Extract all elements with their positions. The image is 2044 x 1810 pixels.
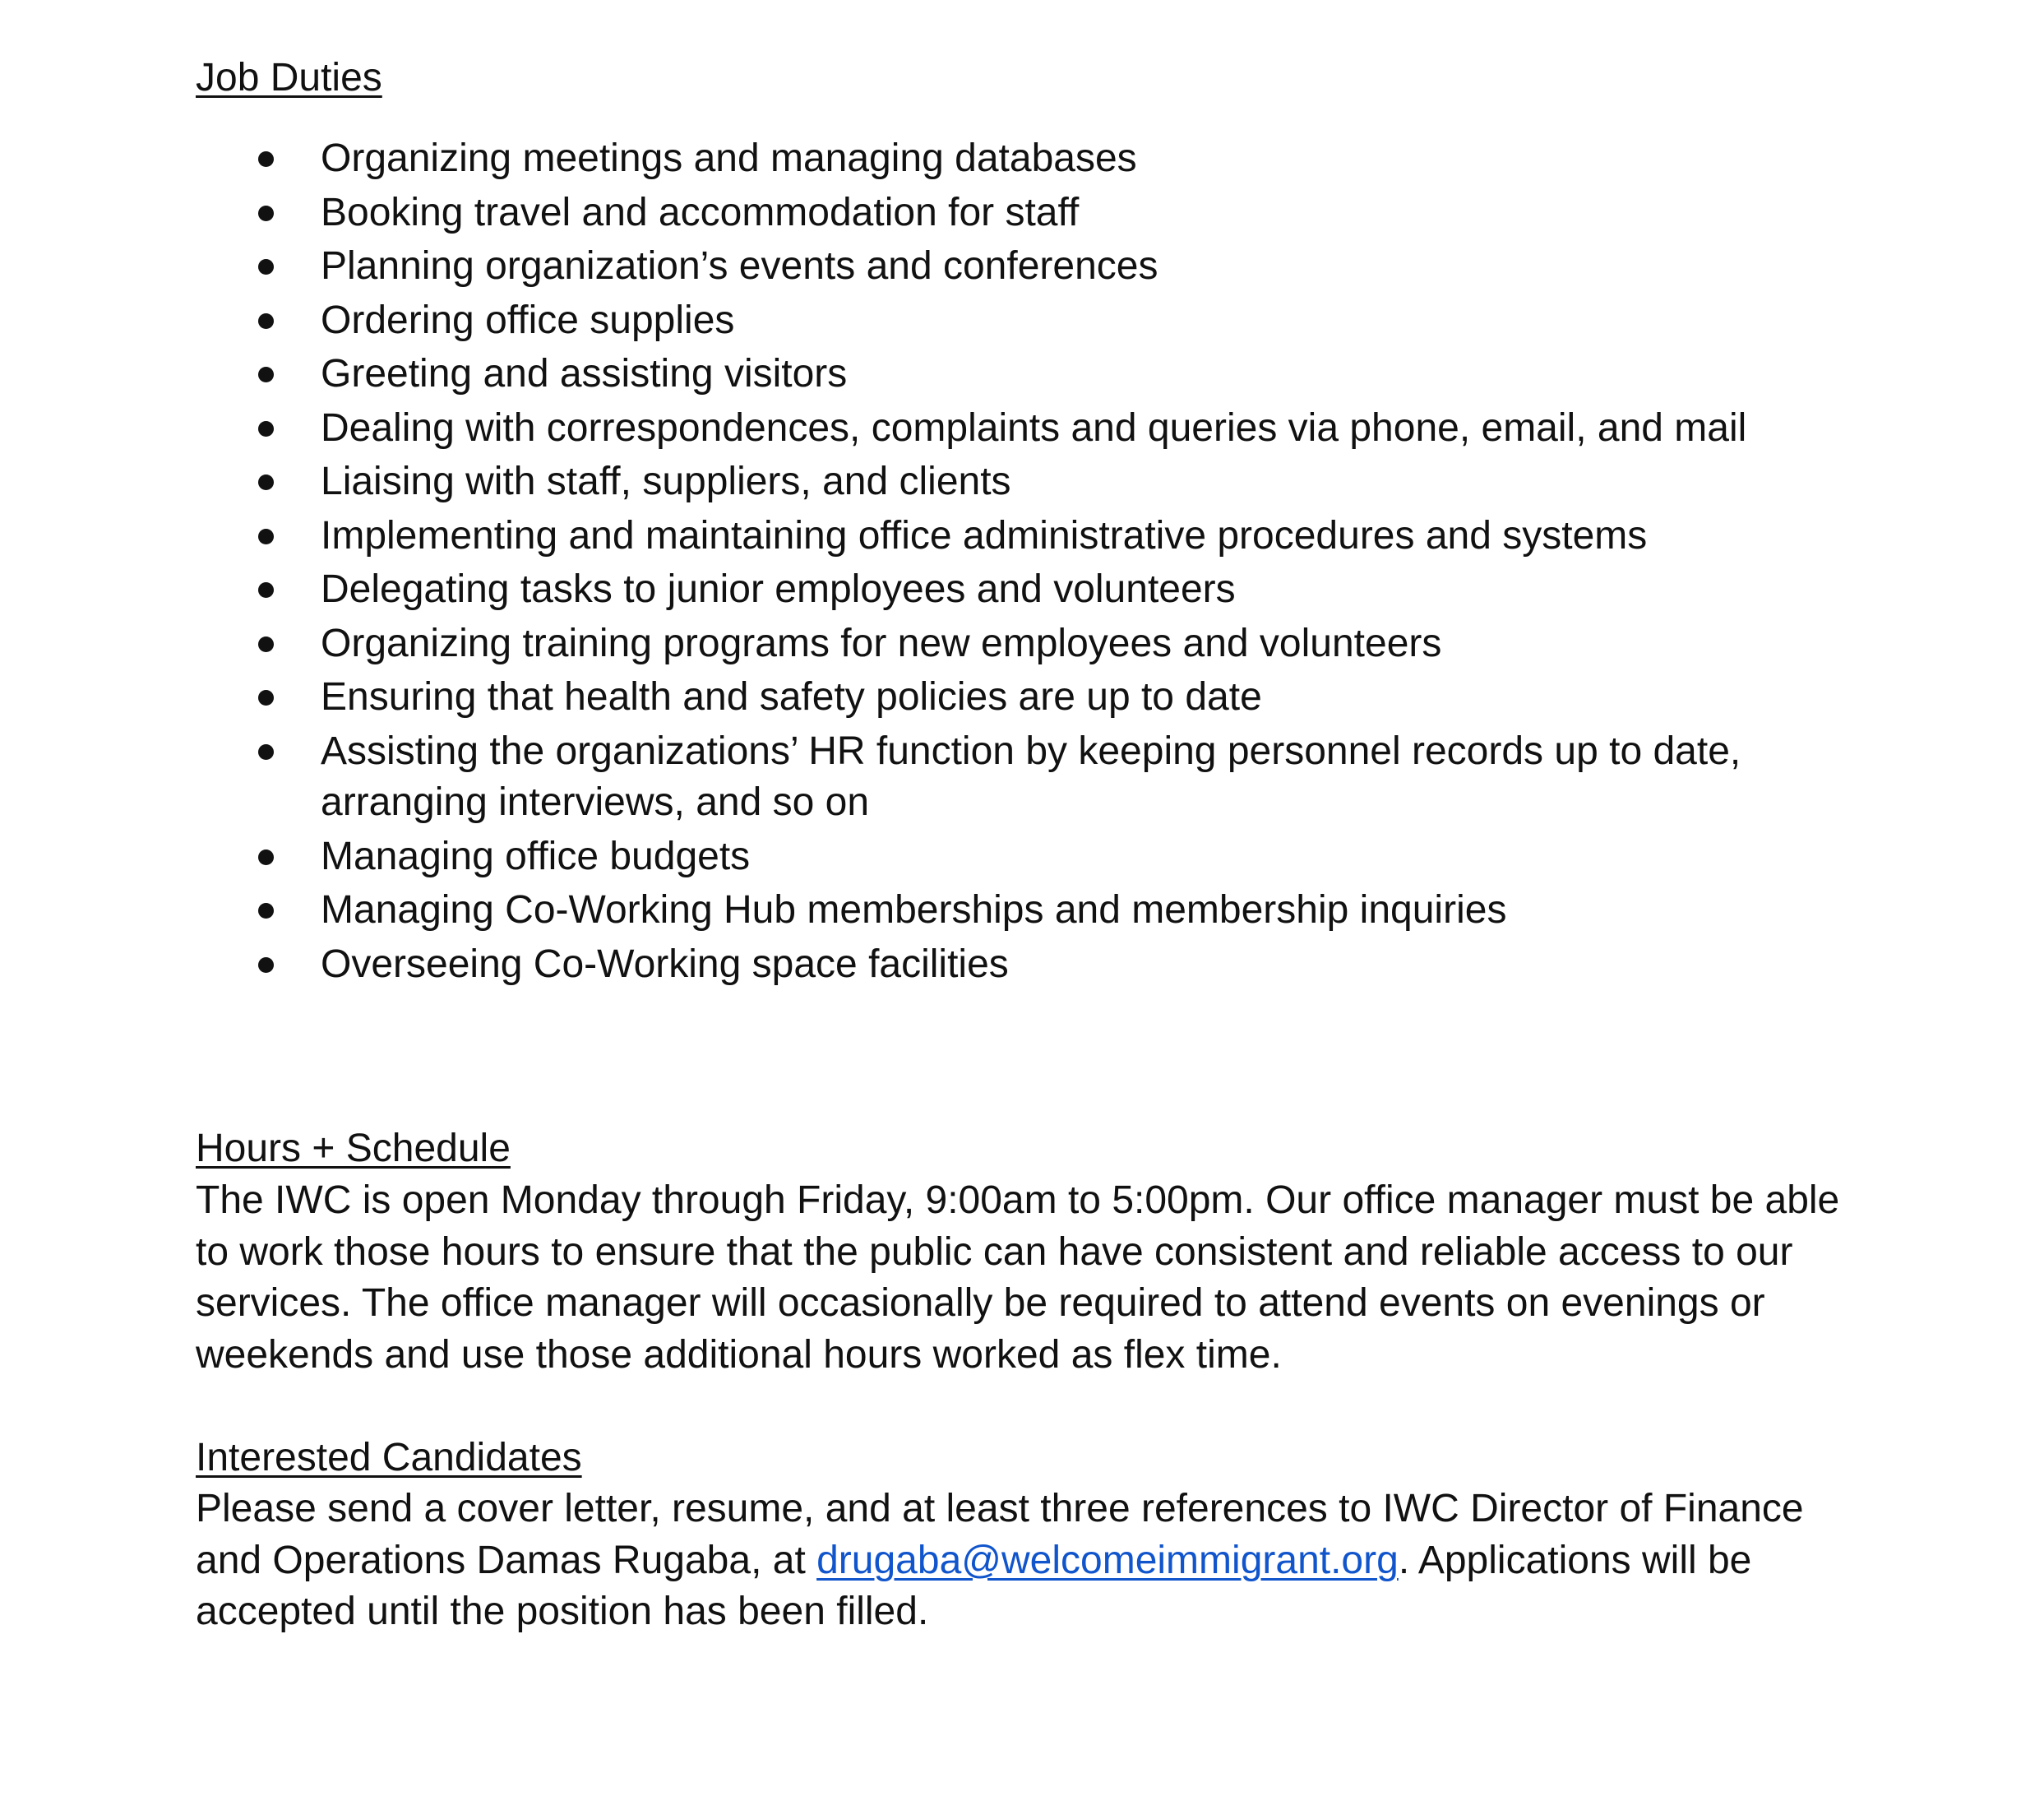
interested-candidates-heading: Interested Candidates bbox=[196, 1436, 582, 1479]
list-item bbox=[196, 831, 1824, 883]
list-item bbox=[196, 241, 1824, 293]
list-item-text: Managing Co-Working Hub memberships and membership inquiries bbox=[321, 888, 1507, 932]
list-item bbox=[196, 885, 1824, 937]
list-item bbox=[196, 511, 1824, 562]
list-item-text: Delegating tasks to junior employees and volunteers bbox=[321, 567, 1236, 611]
list-item-text: Overseeing Co-Working space facilities bbox=[321, 942, 1009, 986]
list-item-text: Booking travel and accommodation for staff bbox=[321, 190, 1080, 234]
list-item-text: Organizing meetings and managing databases bbox=[321, 137, 1137, 180]
bullet-icon bbox=[258, 957, 274, 973]
list-item-text: Assisting the organizations’ HR function by keeping personnel records up to date, arranging interviews, and so on bbox=[321, 729, 1741, 824]
bullet-icon bbox=[258, 421, 274, 437]
list-item-text: Dealing with correspondences, complaints and queries via phone, email, and mail bbox=[321, 405, 1747, 450]
candidates-text-after: . Applications will be accepted until the position has been filled. bbox=[196, 1538, 1752, 1633]
bullet-icon bbox=[258, 529, 274, 544]
list-item-text: Greeting and assisting visitors bbox=[321, 352, 848, 396]
bullet-icon bbox=[258, 903, 274, 919]
list-item bbox=[196, 564, 1824, 616]
list-item bbox=[196, 349, 1824, 400]
list-item bbox=[196, 672, 1824, 724]
job-duties-heading: Job Duties bbox=[196, 56, 382, 100]
bullet-icon bbox=[258, 744, 274, 760]
list-item-text: Managing office budgets bbox=[321, 834, 751, 878]
list-item bbox=[196, 133, 1824, 185]
list-item-text: Implementing and maintaining office administrative procedures and systems bbox=[321, 513, 1648, 558]
bullet-icon bbox=[258, 849, 274, 865]
list-item bbox=[196, 618, 1824, 670]
list-item-text: Ensuring that health and safety policies are up to date bbox=[321, 675, 1262, 719]
list-item-text: Ordering office supplies bbox=[321, 298, 735, 342]
email-link[interactable]: drugaba@welcomeimmigrant.org bbox=[816, 1538, 1399, 1582]
hours-schedule-paragraph: The IWC is open Monday through Friday, 9:00am to 5:00pm. Our office manager must be able to work those hours to ensure that the public can have consistent and reliable access to our services. The office manager will occasionally be required to attend events on evenings or weekends and use those additional hours worked as flex time. bbox=[196, 1178, 1840, 1377]
list-item bbox=[196, 939, 1824, 991]
list-item bbox=[196, 187, 1824, 239]
list-item bbox=[196, 295, 1824, 347]
bullet-icon bbox=[258, 474, 274, 490]
bullet-icon bbox=[258, 313, 274, 329]
hours-schedule-heading: Hours + Schedule bbox=[196, 1127, 511, 1170]
job-duties-list bbox=[196, 133, 1824, 993]
list-item-text: Organizing training programs for new employees and volunteers bbox=[321, 621, 1442, 665]
bullet-icon bbox=[258, 637, 274, 652]
bullet-icon bbox=[258, 259, 274, 275]
interested-candidates-paragraph bbox=[196, 1484, 1840, 1638]
list-item bbox=[196, 726, 1824, 829]
bullet-icon bbox=[258, 690, 274, 706]
list-item bbox=[196, 456, 1824, 508]
list-item-text: Liaising with staff, suppliers, and clients bbox=[321, 460, 1011, 503]
candidates-text-before: Please send a cover letter, resume, and at least three references to IWC Director of Finance and Operations Damas Rugaba, at bbox=[196, 1487, 1804, 1582]
bullet-icon bbox=[258, 367, 274, 382]
bullet-icon bbox=[258, 582, 274, 598]
bullet-icon bbox=[258, 206, 274, 221]
bullet-icon bbox=[258, 151, 274, 167]
list-item-text: Planning organization’s events and conferences bbox=[321, 244, 1158, 288]
list-item bbox=[196, 403, 1824, 455]
